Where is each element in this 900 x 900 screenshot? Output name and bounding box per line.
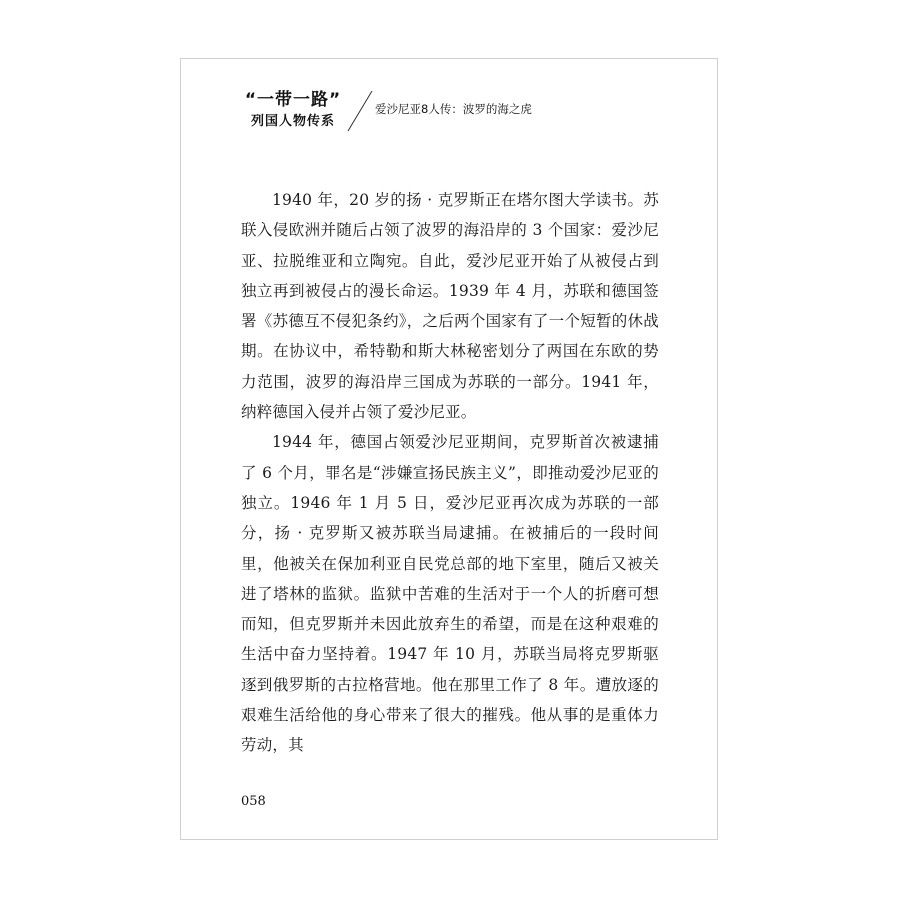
header-divider-slash [345, 89, 375, 133]
series-subtitle: 列国人物传系 [250, 114, 335, 129]
paragraph-2: 1944 年，德国占领爱沙尼亚期间，克罗斯首次被逮捕了 6 个月，罪名是“涉嫌宣扬民族主义”，即推动爱沙尼亚的独立。1946 年 1 月 5 日，爱沙尼亚再次成为苏联的一部分，扬 · 克罗斯又被苏联当局逮捕。在被捕后的一段时间里，他被关在保加利亚自民党总部的地下室里，随后又被关进了塔林的监狱。监狱中苦难的生活对于一个人的折磨可想而知，但克罗斯并未因此放弃生的希望，而是在这种艰难的生活中奋力坚持着。1947 年 10 月，苏联当局将克罗斯驱逐到俄罗斯的古拉格营地。他在那里工作了 8 年。遭放逐的艰难生活给他的身心带来了很大的摧残。他从事的是重体力劳动，其 [241, 433, 659, 755]
series-title: “一带一路” [244, 90, 342, 110]
running-header [237, 89, 657, 139]
body-text [241, 185, 659, 761]
book-page [180, 58, 718, 840]
book-title: 爱沙尼亚8人传：波罗的海之虎 [375, 102, 532, 116]
paragraph-1: 1940 年，20 岁的扬 · 克罗斯正在塔尔图大学读书。苏联入侵欧洲并随后占领了波罗的海沿岸的 3 个国家：爱沙尼亚、拉脱维亚和立陶宛。自此，爱沙尼亚开始了从被侵占到独立再到被侵占的漫长命运。1939 年 4 月，苏联和德国签署《苏德互不侵犯条约》，之后两个国家有了一个短暂的休战期。在协议中，希特勒和斯大林秘密划分了两国在东欧的势力范围，波罗的海沿岸三国成为苏联的一部分。1941 年，纳粹德国入侵并占领了爱沙尼亚。 [241, 191, 659, 422]
page-number: 058 [241, 794, 266, 809]
